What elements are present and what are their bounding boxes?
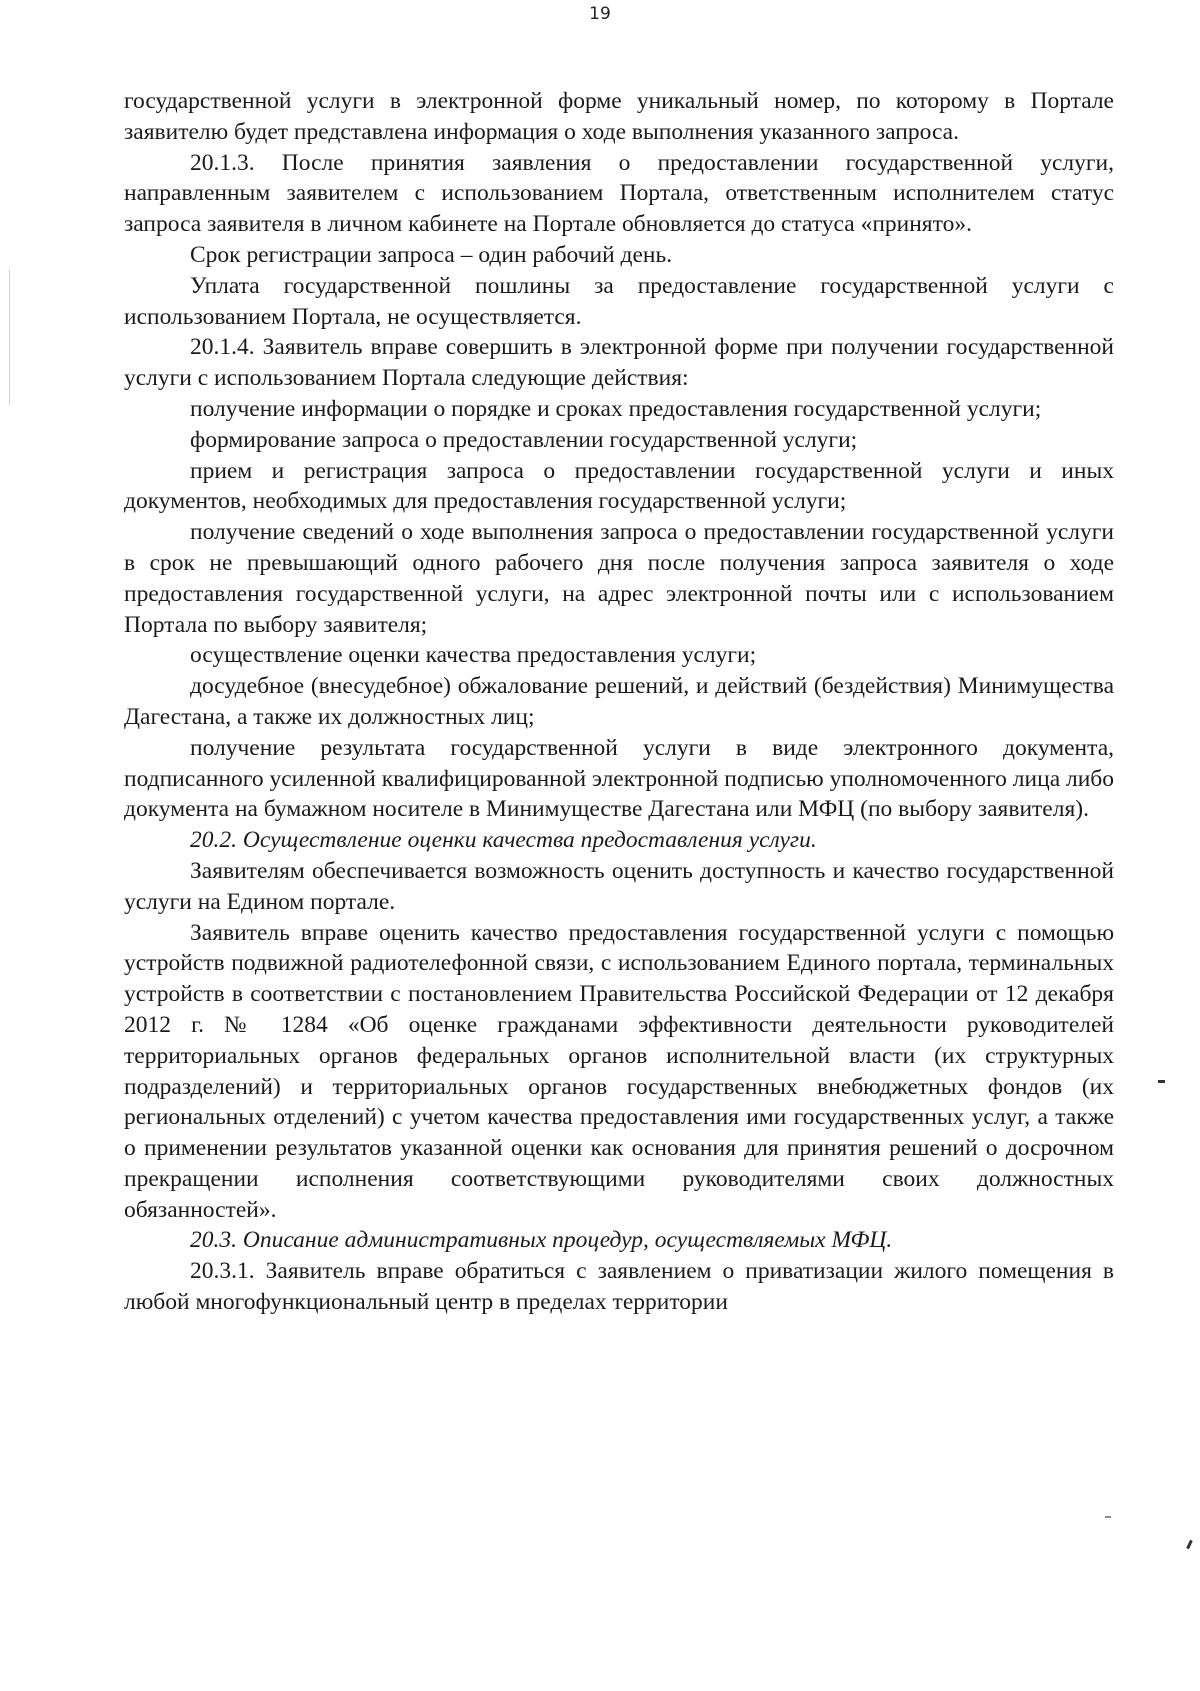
paragraph: 20.3.1. Заявитель вправе обратиться с заявлением о приватизации жилого помещения в любой многофункциональный центр в пределах территории xyxy=(124,1258,1114,1316)
scan-artifact-speck xyxy=(1186,1540,1193,1549)
list-item: формирование запроса о предоставлении государственной услуги; xyxy=(190,426,858,453)
list-item: осуществление оценки качества предоставления услуги; xyxy=(190,642,757,669)
scan-artifact-speck xyxy=(1105,1516,1111,1518)
list-item: досудебное (внесудебное) обжалование решений, и действий (бездействия) Минимущества Дагестана, а также их должностных лиц; xyxy=(124,673,1114,730)
paragraph: государственной услуги в электронной форме уникальный номер, по которому в Портале заявителю будет представлена информация о ходе выполнения указанного запроса. xyxy=(124,88,1114,145)
section-heading: 20.2. Осуществление оценки качества предоставления услуги. xyxy=(190,827,817,854)
list-item: получение сведений о ходе выполнения запроса о предоставлении государственной услуги в срок не превышающий одного рабочего дня после получения запроса заявителя о ходе предоставления государственной услуги, на адрес электронной почты или с использованием Портала по выбору заявителя; xyxy=(124,519,1114,638)
document-body xyxy=(124,86,1114,1318)
list-item: получение результата государственной услуги в виде электронного документа, подписанного усиленной квалифицированной электронной подписью уполномоченного лица либо документа на бумажном носителе в Минимуществе Дагестана или МФЦ (по выбору заявителя). xyxy=(124,734,1115,823)
list-item: получение информации о порядке и сроках предоставления государственной услуги; xyxy=(190,395,1042,422)
paragraph: Заявитель вправе оценить качество предоставления государственной услуги с помощью устройств подвижной радиотелефонной связи, с использованием Единого портала, терминальных устройств в соответствии с постановлением Правительства Российской Федерации от 12 декабря 2012 г. № 1284 «Об оценке гражданами эффективности деятельности руководителей территориальных органов федеральных органов исполнительной власти (их структурных подразделений) и территориальных органов государственных внебюджетных фондов (их региональных отделений) с учетом качества предоставления ими государственных услуг, а также о применении результатов указанной оценки как основания для принятия решений о досрочном прекращении исполнения соответствующими руководителями своих должностных обязанностей». xyxy=(124,919,1114,1223)
paragraph: 20.1.3. После принятия заявления о предоставлении государственной услуги, направленным заявителем с использованием Портала, ответственным исполнителем статус запроса заявителя в личном кабинете на Портале обновляется до статуса «принято». xyxy=(124,149,1114,238)
section-heading: 20.3. Описание административных процедур, осуществляемых МФЦ. xyxy=(190,1227,893,1254)
list-item: прием и регистрация запроса о предоставлении государственной услуги и иных документов, необходимых для предоставления государственной услуги; xyxy=(124,457,1114,515)
scan-artifact-speck xyxy=(1158,1080,1165,1083)
paragraph: Срок регистрации запроса – один рабочий день. xyxy=(190,241,673,268)
page-number: 19 xyxy=(589,4,611,24)
paragraph: Заявителям обеспечивается возможность оценить доступность и качество государственной услуги на Едином портале. xyxy=(124,857,1114,915)
scan-artifact-line xyxy=(9,270,10,405)
paragraph: Уплата государственной пошлины за предоставление государственной услуги с использованием Портала, не осуществляется. xyxy=(124,272,1114,330)
paragraph: 20.1.4. Заявитель вправе совершить в электронной форме при получении государственной услуги с использованием Портала следующие действия: xyxy=(124,334,1114,392)
